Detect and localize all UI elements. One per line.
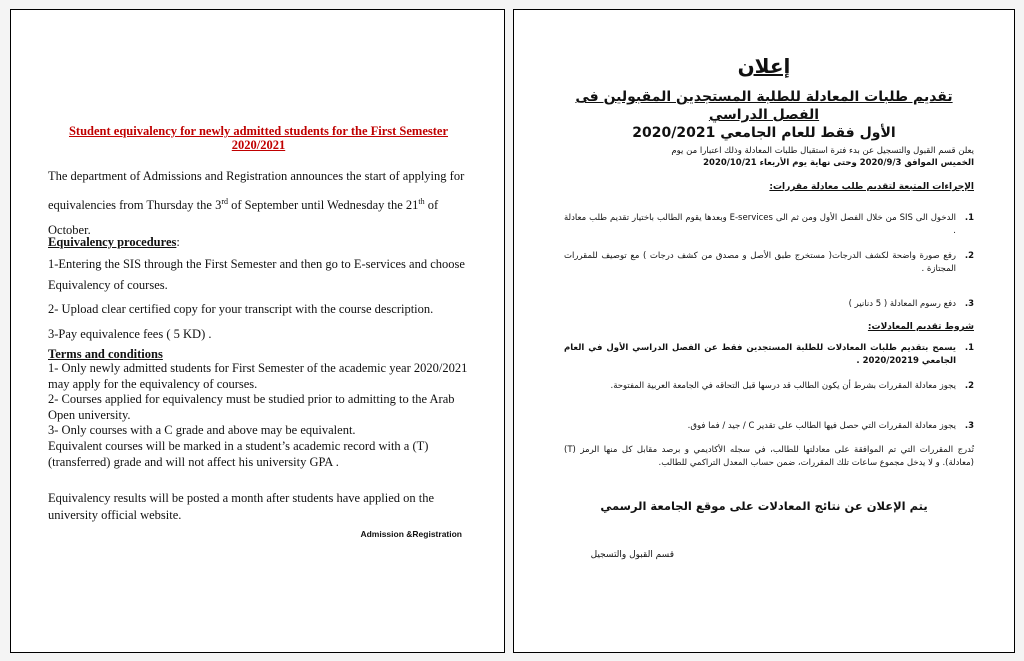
procedure-item-1: 1-Entering the SIS through the First Semester and then go to E-services and choose Equivalency of courses. [48,257,465,292]
intro-text-a: The department of Admissions and Registration announces the start of applying for equivalencies from Thursday the 3 [48,169,465,213]
procedures-heading-text: Equivalency procedures [48,235,177,249]
terms-heading [48,347,468,362]
arabic-procedure-text: الدخول الى SIS من خلال الفصل الأول ومن ثم الى E-services وبعدها يقوم الطالب باختيار تقديم طلب معادلة . [564,213,956,236]
arabic-procedure-text: دفع رسوم المعادلة ( 5 دنانير ) [848,299,956,309]
arabic-signature: قسم القبول والتسجيل [590,550,674,560]
arabic-procedure-item-3 [564,298,974,311]
arabic-announcement-page [513,9,1015,653]
procedures-list [48,254,468,345]
intro-sup-th: th [418,197,425,206]
arabic-intro-line-1: يعلن قسم القبول والتسجيل عن بدء فترة استقبال طلبات المعادلة وذلك اعتبارا من يوم [671,146,974,156]
term-item-3: 3- Only courses with a C grade and above may be equivalent. [48,423,356,438]
arabic-condition-item-3 [564,420,974,433]
arabic-condition-text: يجوز معادلة المقررات التي حصل فيها الطالب على تقدير C / جيد / فما فوق. [687,421,956,431]
arabic-intro [564,145,974,169]
term-item-4: Equivalent courses will be marked in a student’s academic record with a (T) (transferred) grade and will not affect his university GPA . [48,438,429,469]
intro-text-b: of September until Wednesday the 21 [228,198,419,213]
arabic-procedure-number: 1. [964,213,974,223]
english-title: Student equivalency for newly admitted students for the First Semester 2020/2021 [68,124,449,152]
procedure-item-3: 3-Pay equivalence fees ( 5 KD) . [48,327,212,341]
results-text: Equivalency results will be posted a month after students have applied on the university official website. [48,491,435,522]
arabic-title-line-2: الأول فقط للعام الجامعي 2020/2021 [632,125,896,141]
term-item-2: 2- Courses applied for equivalency must be studied prior to admitting to the Arab Open university. [48,392,455,422]
english-signature: Admission &Registration [360,529,462,539]
arabic-condition-number: 3. [964,421,974,431]
procedures-heading-colon: : [176,235,180,249]
english-announcement-page [10,9,505,653]
arabic-procedure-number: 2. [964,251,974,261]
arabic-equivalency-note: تُدرج المقررات التي تم الموافقة على معادلتها للطالب، في سجله الأكاديمي و برصد مقابل كل منها الرمز (T) (معادلة). و لا يدخل مجموع ساعات تلك المقررات، ضمن حساب المعدل التراكمي للطالب. [564,445,974,468]
intro-text-c: of October. [48,198,439,238]
arabic-condition-number: 1. [964,343,974,353]
terms-list [48,361,468,470]
arabic-procedure-number: 3. [964,299,974,309]
arabic-results-statement: يتم الإعلان عن نتائج المعادلات على موقع الجامعة الرسمي [600,499,928,513]
arabic-title-line-1: تقديم طلبات المعادلة للطلبة المستجدين المقبولين فى الفصل الدراسي [575,89,953,123]
results-note [48,490,468,524]
arabic-condition-text: يجوز معادلة المقررات بشرط أن يكون الطالب قد درسها قبل التحاقه في الجامعة العربية المفتوحة. [610,381,956,391]
intro-sup-rd: rd [221,197,228,206]
arabic-procedure-text: رفع صورة واضحة لكشف الدرجات( مستخرج طبق الأصل و مصدق من كشف درجات ) مع توصيف للمقررات المجتازة . [564,251,956,274]
procedures-heading [48,235,468,250]
terms-heading-text: Terms and conditions [48,347,163,361]
arabic-title [554,88,974,142]
arabic-announcement-heading: إعلان [737,54,791,78]
arabic-procedures-heading: الإجراءات المتبعة لتقديم طلب معادلة مقررات: [769,182,974,192]
arabic-intro-line-2: الخميس الموافق 2020/9/3 وحتى نهاية يوم الأربعاء 2020/10/21 [703,158,974,168]
term-item-1: 1- Only newly admitted students for First Semester of the academic year 2020/2021 may apply for the equivalency of courses. [48,361,468,391]
arabic-condition-text: يسمح بتقديم طلبات المعادلات للطلبة المستجدين فقط عن الفصل الدراسي الأول في العام الجامعي 2020/20219 . [564,343,956,366]
arabic-condition-number: 2. [964,381,974,391]
procedure-item-2: 2- Upload clear certified copy for your transcript with the course description. [48,302,434,316]
arabic-procedure-item-2 [564,250,974,276]
arabic-procedure-item-1 [564,212,974,238]
arabic-condition-item-1 [564,342,974,368]
arabic-condition-item-2 [564,380,974,393]
arabic-conditions-heading: شروط تقديم المعادلات: [867,322,974,332]
english-intro [48,164,468,243]
